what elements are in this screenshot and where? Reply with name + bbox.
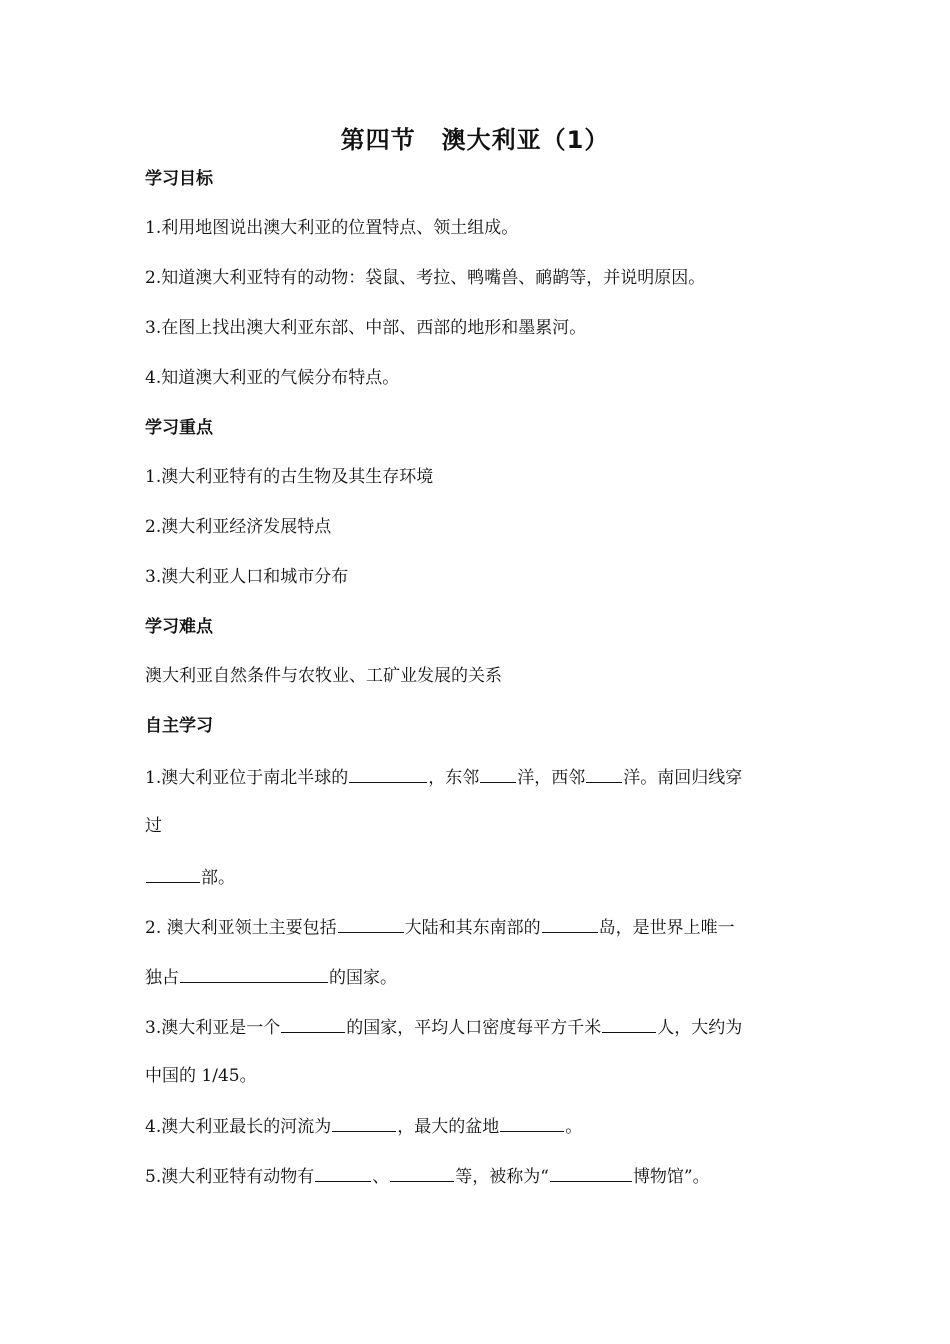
- question-1-line-2: 过: [145, 816, 162, 836]
- question-1-line-1: 1.澳大利亚位于南北半球的 ，东邻 洋，西邻 洋。南回归线穿: [145, 764, 742, 790]
- heading-difficulties: 学习难点: [145, 617, 213, 637]
- blank-hemisphere[interactable]: [349, 764, 427, 783]
- blank-east-ocean[interactable]: [480, 764, 516, 783]
- question-3-line-2: 中国的 1/45。: [145, 1066, 257, 1086]
- key-point-item-3: 3.澳大利亚人口和城市分布: [145, 567, 349, 587]
- blank-island[interactable]: [542, 914, 598, 933]
- blank-tropic-part[interactable]: [146, 864, 200, 883]
- blank-west-ocean[interactable]: [586, 764, 622, 783]
- blank-country-type[interactable]: [281, 1014, 345, 1033]
- blank-occupies[interactable]: [180, 964, 328, 983]
- question-2-line-2: 独占 的国家。: [145, 964, 397, 990]
- heading-learning-goals: 学习目标: [145, 169, 213, 189]
- question-5-line-1: 5.澳大利亚特有动物有 、 等，被称为“ 博物馆”。: [145, 1163, 710, 1189]
- blank-density[interactable]: [602, 1014, 656, 1033]
- page-title: [0, 120, 950, 155]
- title-section-number: 第四节: [340, 126, 416, 154]
- blank-longest-river[interactable]: [332, 1113, 396, 1132]
- goal-item-4: 4.知道澳大利亚的气候分布特点。: [145, 368, 400, 388]
- blank-animal-1[interactable]: [315, 1163, 371, 1182]
- key-point-item-2: 2.澳大利亚经济发展特点: [145, 517, 332, 537]
- heading-key-points: 学习重点: [145, 418, 213, 438]
- goal-item-1: 1.利用地图说出澳大利亚的位置特点、领土组成。: [145, 218, 519, 238]
- question-3-line-1: 3.澳大利亚是一个 的国家，平均人口密度每平方千米 人，大约为: [145, 1014, 742, 1040]
- blank-animal-2[interactable]: [390, 1163, 454, 1182]
- title-topic: 澳大利亚（1）: [441, 126, 610, 154]
- question-4-line-1: 4.澳大利亚最长的河流为 ，最大的盆地 。: [145, 1113, 582, 1139]
- blank-continent[interactable]: [338, 914, 404, 933]
- difficulty-item-1: 澳大利亚自然条件与农牧业、工矿业发展的关系: [145, 666, 502, 686]
- question-2-line-1: 2. 澳大利亚领土主要包括 大陆和其东南部的 岛，是世界上唯一: [145, 914, 735, 940]
- goal-item-3: 3.在图上找出澳大利亚东部、中部、西部的地形和墨累河。: [145, 318, 587, 338]
- blank-museum[interactable]: [550, 1163, 632, 1182]
- goal-item-2: 2.知道澳大利亚特有的动物：袋鼠、考拉、鸭嘴兽、鸸鹋等，并说明原因。: [145, 268, 706, 288]
- heading-self-study: 自主学习: [145, 716, 213, 736]
- key-point-item-1: 1.澳大利亚特有的古生物及其生存环境: [145, 467, 434, 487]
- blank-largest-basin[interactable]: [500, 1113, 564, 1132]
- question-1-line-3: 部。: [145, 864, 235, 890]
